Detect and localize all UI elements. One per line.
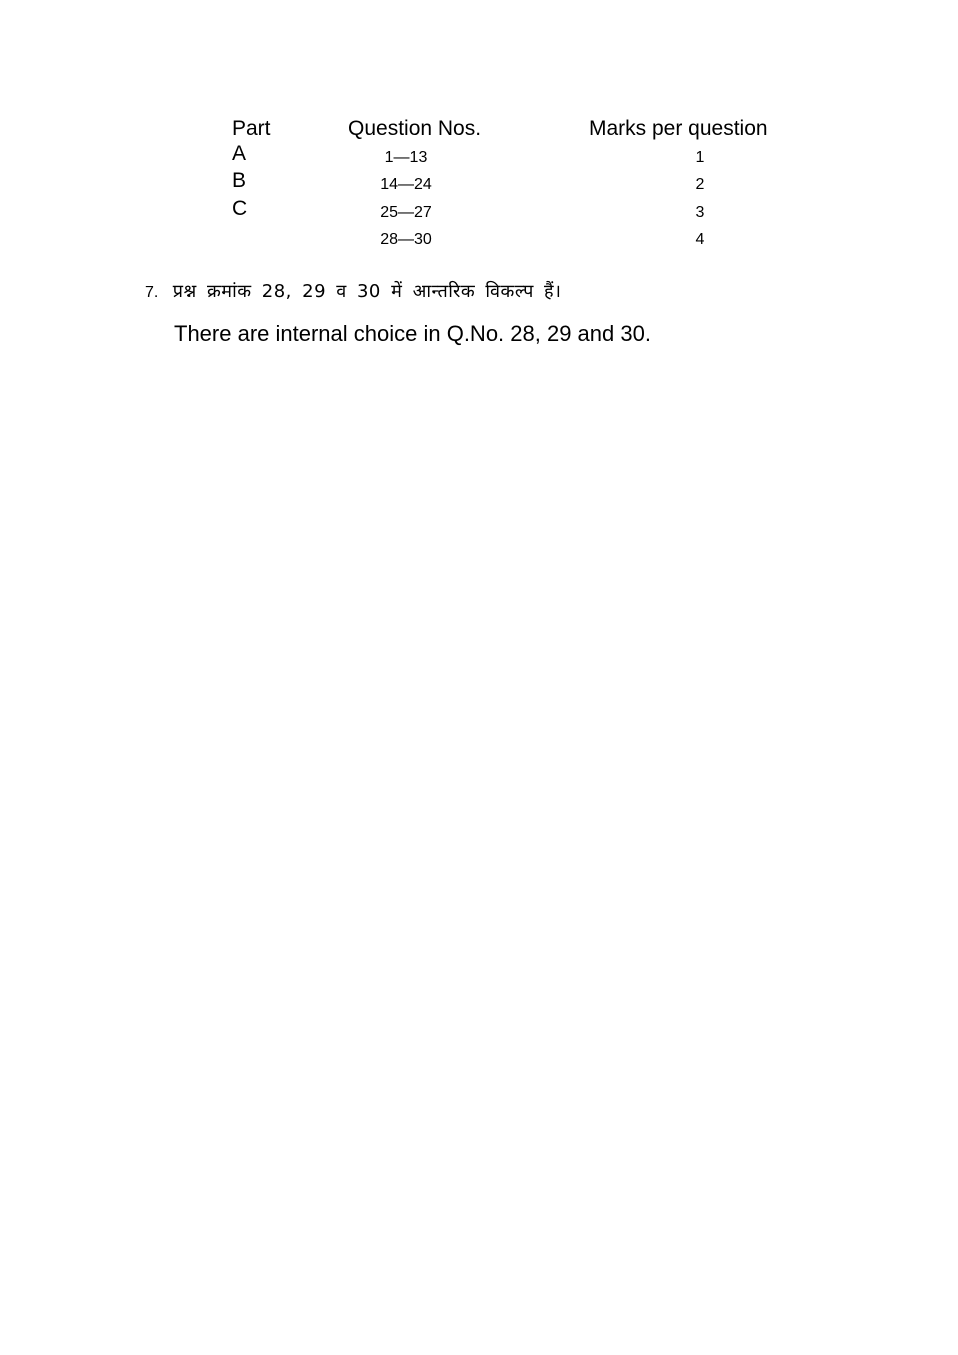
row-marks: 4: [695, 231, 705, 248]
row-part: B: [232, 169, 247, 192]
row-part: C: [232, 197, 248, 220]
row-part: A: [232, 142, 247, 165]
instruction-hindi-text: प्रश्न क्रमांक 28, 29 व 30 में आन्तरिक विकल्प हैं।: [172, 281, 562, 302]
row-marks: 1: [695, 149, 705, 166]
row-question-nos: 25—27: [380, 204, 432, 221]
row-marks: 3: [695, 204, 705, 221]
row-marks: 2: [695, 176, 705, 193]
table-row: [232, 144, 832, 172]
header-question-nos: Question Nos.: [348, 117, 482, 140]
instruction-number: 7.: [145, 284, 159, 301]
table-row: [232, 226, 832, 254]
table-row: [232, 171, 832, 199]
instruction-item: [145, 280, 561, 305]
header-marks-per-question: Marks per question: [589, 117, 768, 140]
instruction-english-text: There are internal choice in Q.No. 28, 29 and 30.: [174, 321, 651, 346]
row-question-nos: 28—30: [380, 231, 432, 248]
header-part: Part: [232, 117, 271, 140]
row-question-nos: 14—24: [380, 176, 432, 193]
table-row: [232, 199, 832, 227]
row-question-nos: 1—13: [384, 149, 428, 166]
